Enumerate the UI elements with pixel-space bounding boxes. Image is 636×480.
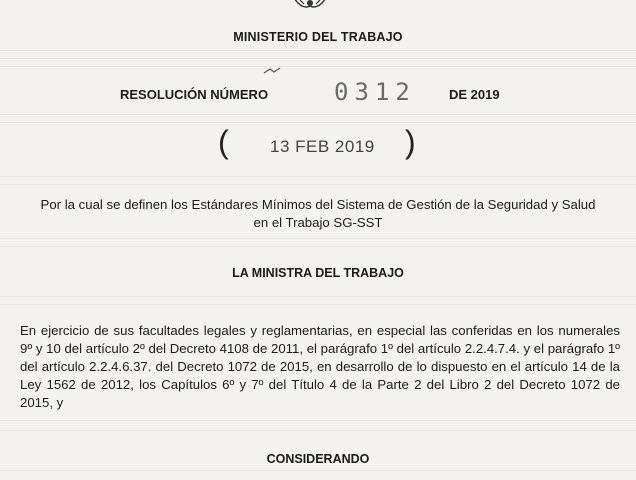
- bleed-through-line: [0, 470, 636, 471]
- bleed-through-line: [0, 122, 636, 123]
- bleed-through-line: [0, 304, 636, 305]
- bleed-through-line: [0, 66, 636, 67]
- section-heading: CONSIDERANDO: [266, 452, 370, 466]
- coat-of-arms-icon: [290, 0, 330, 12]
- bleed-through-line: [0, 430, 636, 431]
- date-paren-open: (: [218, 124, 229, 160]
- date-paren-close: ): [405, 124, 416, 160]
- pen-mark-icon: [262, 66, 282, 76]
- resolution-label: RESOLUCIÓN NÚMERO: [120, 87, 269, 102]
- bleed-through-line: [0, 184, 636, 185]
- bleed-through-line: [0, 238, 636, 239]
- bleed-through-line: [0, 58, 636, 59]
- bleed-through-line: [0, 50, 636, 51]
- resolution-subject: Por la cual se definen los Estándares Mínimos del Sistema de Gestión de la Seguridad y Salud en el Trabajo SG-SST: [40, 197, 596, 230]
- resolution-year: DE 2019: [449, 87, 500, 102]
- bleed-through-line: [0, 246, 636, 247]
- resolution-date: 13 FEB 2019: [270, 137, 375, 156]
- ministry-heading: MINISTERIO DEL TRABAJO: [233, 30, 403, 44]
- bleed-through-line: [0, 296, 636, 297]
- issuer-heading: LA MINISTRA DEL TRABAJO: [232, 266, 404, 280]
- bleed-through-line: [0, 114, 636, 115]
- bleed-through-line: [0, 176, 636, 177]
- resolution-number: 0312: [334, 78, 416, 106]
- preamble-paragraph: En ejercicio de sus facultades legales y reglamentarias, en especial las conferidas en los numerales 9º y 10 del artículo 2º del Decreto 4108 de 2011, el parágrafo 1º del artículo 2.2.4.7.4. y el parágrafo 1º del artículo 2.2.4.6.37. del Decreto 1072 de 2015, en desarrollo de lo dispuesto en el artículo 14 de la Ley 1562 de 2012, los Capítulos 6º y 7º del Título 4 de la Parte 2 del Libro 2 del Decreto 1072 de 2015, y: [20, 323, 620, 410]
- bleed-through-line: [0, 420, 636, 421]
